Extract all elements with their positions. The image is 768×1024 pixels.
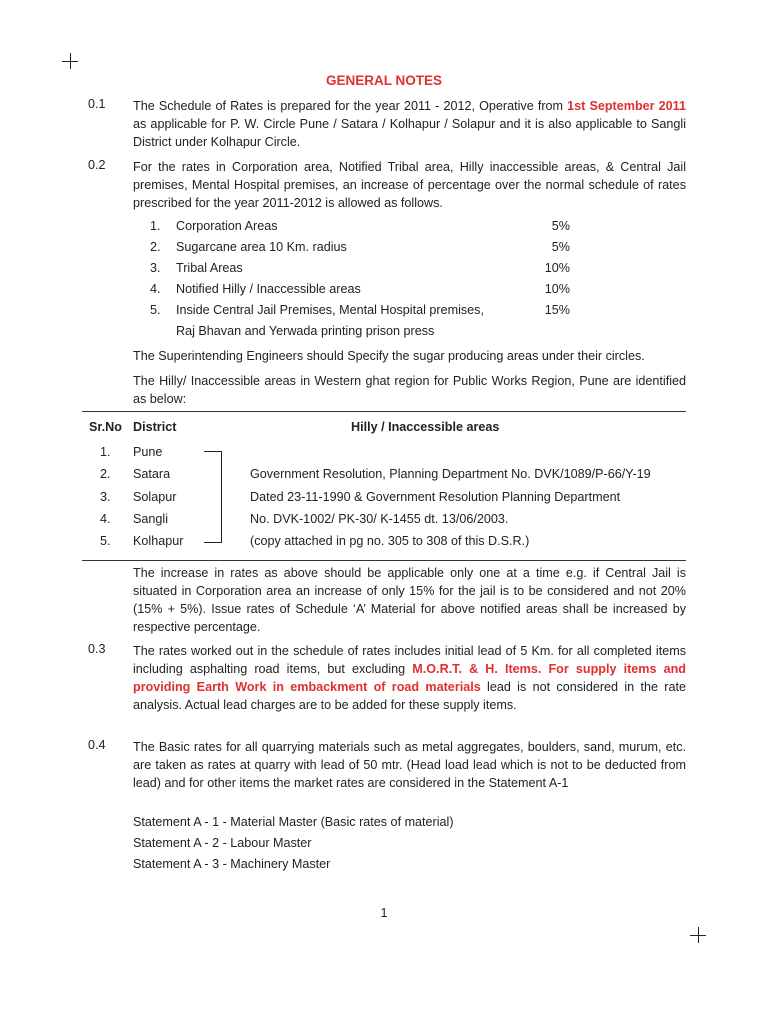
row-district: Pune (133, 445, 163, 459)
list-item (150, 258, 570, 279)
item-label: Raj Bhavan and Yerwada printing prison press (176, 324, 435, 338)
table-bottom-rule (82, 560, 686, 561)
item-number: 4. (150, 282, 161, 296)
section-number: 0.4 (88, 738, 106, 752)
text-part: as applicable for P. W. Circle Pune / Satara / Kolhapur / Solapur and it is also applicable to Sangli District under Kolhapur Circle. (133, 117, 686, 149)
section-number: 0.2 (88, 158, 106, 172)
item-label: Tribal Areas (176, 261, 243, 275)
row-district: Kolhapur (133, 534, 184, 548)
text-part: The Schedule of Rates is prepared for the year 2011 - 2012, Operative from (133, 99, 564, 113)
item-number: 3. (150, 261, 161, 275)
page-number: 1 (380, 906, 388, 920)
table-top-rule (82, 411, 686, 412)
statement-a3: Statement A - 3 - Machinery Master (133, 857, 331, 871)
page-title: GENERAL NOTES (325, 73, 442, 88)
row-number: 3. (100, 490, 111, 504)
section-number: 0.3 (88, 642, 106, 656)
item-percent: 10% (544, 282, 570, 296)
section-text (133, 642, 686, 714)
district-bracket (204, 451, 222, 543)
item-label: Inside Central Jail Premises, Mental Hospital premises, (176, 303, 484, 317)
list-item (150, 216, 570, 237)
item-label: Sugarcane area 10 Km. radius (176, 240, 347, 254)
table-row (82, 486, 686, 508)
hilly-areas-intro: The Hilly/ Inaccessible areas in Western ghat region for Public Works Region, Pune are identified as below: (133, 374, 686, 406)
row-note: No. DVK-1002/ PK-30/ K-1455 dt. 13/06/2003. (250, 512, 509, 526)
list-item-continuation (150, 321, 570, 342)
table-row (82, 463, 686, 485)
item-percent: 5% (551, 219, 570, 233)
sugar-areas-note: The Superintending Engineers should Specify the sugar producing areas under their circles. (133, 349, 645, 363)
section-number: 0.1 (88, 97, 106, 111)
text-part: The rates worked out in the schedule of rates includes initial lead of 5 Km. for all completed items including asphalting road items, but excluding (133, 644, 686, 676)
list-item (150, 300, 570, 321)
row-note: Government Resolution, Planning Department No. DVK/1089/P-66/Y-19 (250, 467, 651, 481)
increase-list (150, 216, 570, 342)
table-row (82, 441, 686, 463)
item-number: 2. (150, 240, 161, 254)
header-hilly-areas: Hilly / Inaccessible areas (351, 420, 500, 434)
operative-date: 1st September 2011 (567, 99, 686, 113)
section-text: For the rates in Corporation area, Notified Tribal area, Hilly inaccessible areas, & Central Jail premises, Mental Hospital premises, an increase of percentage over the normal schedule of rates prescribed for the year 2011-2012 is allowed as follows. (133, 160, 686, 210)
row-number: 1. (100, 445, 111, 459)
crop-mark-top-left (62, 53, 78, 69)
row-district: Sangli (133, 512, 169, 526)
crop-mark-bottom-right (690, 927, 706, 943)
row-note: (copy attached in pg no. 305 to 308 of this D.S.R.) (250, 534, 530, 548)
row-district: Solapur (133, 490, 177, 504)
section-text (133, 97, 686, 151)
statement-a1: Statement A - 1 - Material Master (Basic rates of material) (133, 815, 454, 829)
header-district: District (133, 420, 177, 434)
row-number: 5. (100, 534, 111, 548)
item-number: 5. (150, 303, 161, 317)
item-percent: 10% (544, 261, 570, 275)
item-percent: 15% (544, 303, 570, 317)
excluded-items: M.O.R.T. & H. Items. For supply items and providing Earth Work in embackment of road materials (133, 662, 686, 694)
row-district: Satara (133, 467, 171, 481)
row-number: 2. (100, 467, 111, 481)
row-note: Dated 23-11-1990 & Government Resolution Planning Department (250, 490, 621, 504)
item-percent: 5% (551, 240, 570, 254)
statement-a2: Statement A - 2 - Labour Master (133, 836, 312, 850)
table-row (82, 530, 686, 552)
section-text: The Basic rates for all quarrying materials such as metal aggregates, boulders, sand, murum, etc. are taken as rates at quarry with lead of 50 mtr. (Head load lead which is not to be deducted from lead) and for other items the market rates are considered in the Statement A-1 (133, 740, 686, 790)
item-number: 1. (150, 219, 161, 233)
header-srno: Sr.No (89, 420, 122, 434)
text-part: lead is not considered in the rate analysis. Actual lead charges are to be added for these supply items. (133, 680, 687, 712)
table-row (82, 508, 686, 530)
item-label: Notified Hilly / Inaccessible areas (176, 282, 361, 296)
list-item (150, 279, 570, 300)
increase-note: The increase in rates as above should be applicable only one at a time e.g. if Central Jail is situated in Corporation area an increase of only 15% for the jail is to be considered and not 20% (15% + 5%). Issue rates of Schedule ‘A’ Material for above notified areas shall be increased by respective percentage. (133, 566, 686, 634)
list-item (150, 237, 570, 258)
row-number: 4. (100, 512, 111, 526)
item-label: Corporation Areas (176, 219, 278, 233)
